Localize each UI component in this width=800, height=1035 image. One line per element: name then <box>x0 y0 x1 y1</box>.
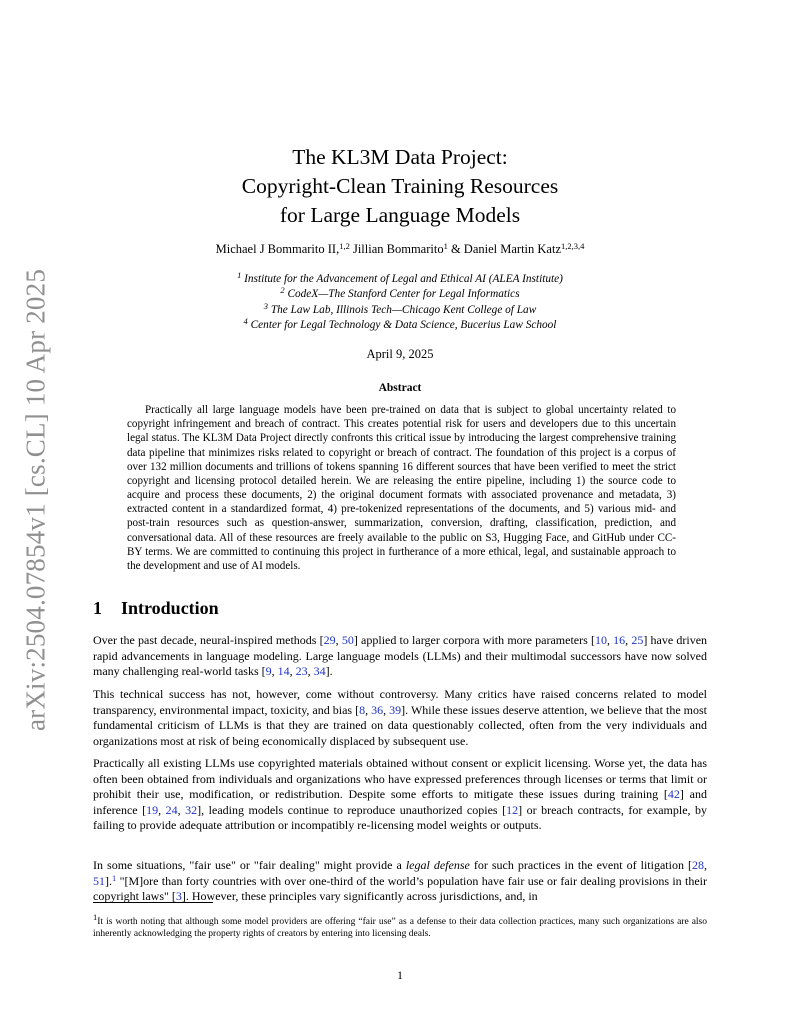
author-affiliation-mark: 1 <box>443 241 448 252</box>
affiliation-line <box>93 272 707 287</box>
author-name: & Daniel Martin Katz <box>447 242 561 256</box>
citation-link[interactable]: 9 <box>265 664 272 678</box>
footnote-mark: 1 <box>93 912 98 923</box>
citation-link[interactable]: 39 <box>389 702 402 717</box>
citation-link[interactable]: 12 <box>506 802 519 817</box>
author-name: Jillian Bommarito <box>349 242 444 256</box>
citation-link[interactable]: 36 <box>371 702 384 717</box>
citation-link[interactable]: 34 <box>313 664 326 678</box>
author-list <box>93 242 707 257</box>
author-affiliation-mark: 1,2,3,4 <box>561 241 585 252</box>
body-paragraph: In some situations, "fair use" or "fair dealing" might provide a legal defense for such practices in the event of litigation [28, 51].$^1$ "[M]ore than forty countries with over one-third of the world’s population have fair use or fair dealing provisions in their copyright laws" [3]. However, these principles vary significantly across jurisdictions, and, in <box>93 858 707 903</box>
footnote-rule <box>93 902 213 903</box>
citation-link[interactable]: 29 <box>323 633 336 647</box>
citation-link[interactable]: 8 <box>359 702 366 717</box>
affiliation-mark: 1 <box>237 270 242 281</box>
title-line: The KL3M Data Project: <box>292 145 508 169</box>
abstract-heading: Abstract <box>378 382 422 394</box>
affiliation-line <box>93 318 707 333</box>
abstract-body: Practically all large language models have been pre-trained on data that is subject to global uncertainty related to copyright infringement and breach of contract. This creates potential risk for users and developers due to this uncertain legal status. The KL3M Data Project directly confronts this critical issue by introducing the largest comprehensive training data pipeline that minimizes risks related to copyright or breach of contract. The foundation of this project is a corpus of over 132 million documents and trillions of tokens spanning 16 different sources that have been verified to meet the strict copyright and licensing protocol detailed herein. We are releasing the entire pipeline, including 1) the source code to acquire and process these documents, 2) the original document formats with associated provenance and metadata, 3) extracted content in a standardized format, 4) pre-tokenized representations of the documents, and 5) various mid- and post-train resources such as question-answer, summarization, conversion, drafting, classification, prediction, and conversational data. All of these resources are freely available to the public on S3, Hugging Face, and GitHub under CC-BY terms. We are committed to continuing this project in furtherance of a more ethical, legal, and sustainable approach to the development and use of AI models. <box>127 404 676 572</box>
affiliation-list <box>93 272 707 333</box>
author-affiliation-mark: 1,2 <box>339 241 350 252</box>
section-title: Introduction <box>121 598 219 618</box>
affiliation-mark: 4 <box>243 316 248 327</box>
affiliation-line <box>93 287 707 302</box>
arxiv-identifier-text: arXiv:2504.07854v1 [cs.CL] 10 Apr 2025 <box>20 268 51 732</box>
affiliation-mark: 2 <box>280 285 285 296</box>
section-heading <box>93 598 219 619</box>
body-paragraph: Over the past decade, neural-inspired methods [29, 50] applied to larger corpora with more parameters [10, 16, 25] have driven rapid advancements in language modeling. Large language models (LLMs) and their multimodal successors have now solved many challenging real-world tasks [9, 14, 23, 34]. <box>93 633 708 678</box>
citation-link[interactable]: 14 <box>277 664 290 678</box>
citation-link[interactable]: 50 <box>341 633 354 647</box>
citation-link[interactable]: 16 <box>613 633 626 647</box>
citation-link[interactable]: 32 <box>185 802 198 817</box>
publication-date: April 9, 2025 <box>366 347 434 361</box>
affiliation-text: Center for Legal Technology & Data Science, Bucerius Law School <box>247 318 557 331</box>
citation-link[interactable]: 25 <box>631 633 644 647</box>
section-number: 1 <box>93 598 102 618</box>
citation-link[interactable]: 24 <box>165 802 178 817</box>
emphasis-text: legal defense <box>405 858 470 872</box>
body-paragraph: This technical success has not, however, come without controversy. Many critics have raised concerns related to model transparency, environmental impact, toxicity, and bias [8, 36, 39]. While these issues deserve attention, we believe that the most fundamental criticism of LLMs is that they are trained on data questionably collected, often from the very individuals and organizations most at risk of being economically displaced by subsequent use. <box>93 687 707 748</box>
affiliation-text: Institute for the Advancement of Legal and Ethical AI (ALEA Institute) <box>241 273 563 285</box>
title-line: for Large Language Models <box>279 203 521 227</box>
arxiv-identifier-stamp <box>14 268 58 732</box>
body-paragraph: Practically all existing LLMs use copyrighted materials obtained without consent or explicit licensing. Worse yet, the data has often been obtained from individuals and organizations who have expressed preferences through licenses or terms that limit or prohibit their use, modification, or redistribution. Despite some efforts to mitigate these issues during training [42] and inference [19, 24, 32], leading models continue to reproduce unauthorized copies [12] or breach contracts, for example, by failing to provide adequate attribution or incompatibly re-licensing model weights or outputs. <box>93 756 708 832</box>
citation-link[interactable]: 51 <box>93 873 105 888</box>
footnote-text: It is worth noting that although some model providers are offering “fair use” as a defense to their data collection practices, many such organizations are also inherently acknowledging the property rights of creators by entering into licensing deals. <box>93 917 707 940</box>
citation-link[interactable]: 19 <box>146 802 159 817</box>
title-line: Copyright-Clean Training Resources <box>241 174 559 198</box>
footnote-link[interactable]: 1 <box>112 872 117 883</box>
affiliation-mark: 3 <box>263 300 269 311</box>
citation-link[interactable]: 23 <box>295 664 308 678</box>
paper-title <box>93 143 707 230</box>
citation-link[interactable]: 10 <box>594 633 607 647</box>
footnote <box>93 912 707 940</box>
citation-link[interactable]: 28 <box>692 858 704 872</box>
author-name: Michael J Bommarito II, <box>215 242 340 256</box>
affiliation-text: CodeX—The Stanford Center for Legal Informatics <box>284 288 520 301</box>
affiliation-line <box>93 300 707 318</box>
citation-link[interactable]: 42 <box>667 787 680 801</box>
citation-link[interactable]: 3 <box>175 889 182 903</box>
affiliation-text: The Law Lab, Illinois Tech—Chicago Kent College of Law <box>268 303 537 316</box>
page-number: 1 <box>397 968 403 982</box>
